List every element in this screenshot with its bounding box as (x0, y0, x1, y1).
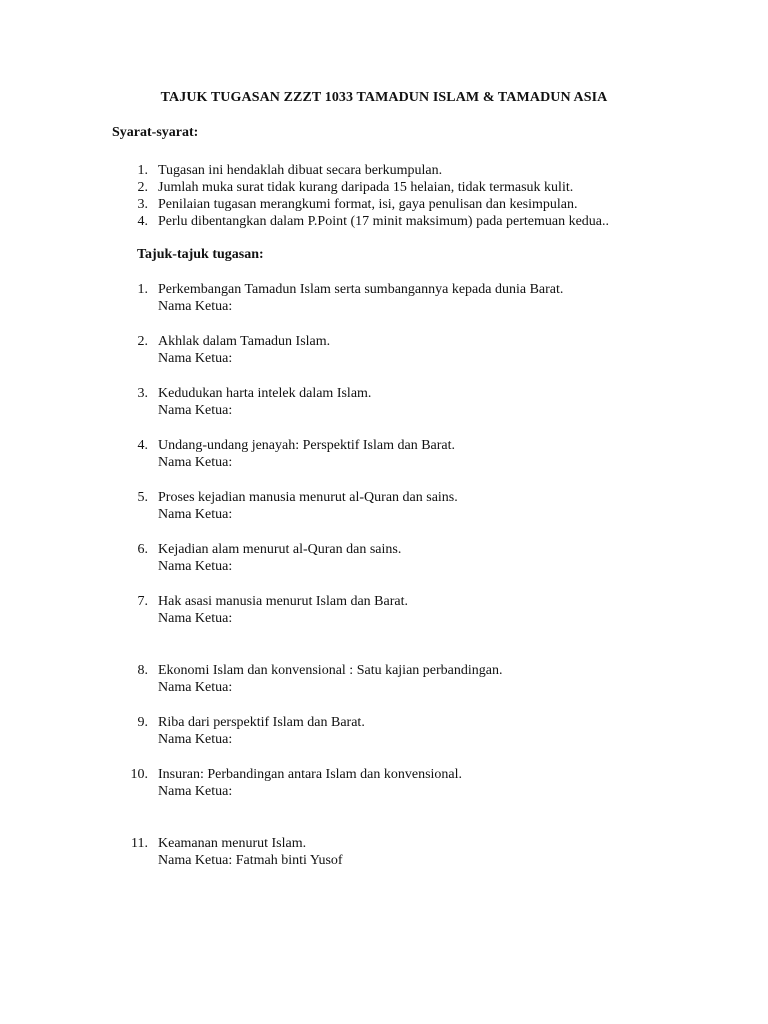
topic-number: 8. (137, 663, 148, 678)
requirement-text: Perlu dibentangkan dalam P.Point (17 minit maksimum) pada pertemuan kedua.. (158, 214, 610, 229)
requirement-item (0, 162, 768, 180)
requirement-item (0, 196, 768, 214)
topic-number: 6. (137, 542, 148, 557)
topic-leader: Nama Ketua: (158, 784, 233, 799)
requirement-text: Jumlah muka surat tidak kurang daripada 15 helaian, tidak termasuk kulit. (158, 180, 574, 195)
requirement-number: 4. (137, 214, 148, 229)
topic-number: 2. (137, 334, 148, 349)
topic-number: 10. (130, 767, 148, 782)
topic-title: Ekonomi Islam dan konvensional : Satu kajian perbandingan. (158, 663, 503, 678)
topic-number: 1. (137, 282, 148, 297)
requirement-number: 3. (137, 197, 148, 212)
topic-item (0, 385, 768, 421)
topic-number: 3. (137, 386, 148, 401)
topic-title: Riba dari perspektif Islam dan Barat. (158, 715, 365, 730)
requirement-item (0, 213, 768, 231)
topic-item (0, 835, 768, 871)
topic-item (0, 437, 768, 473)
topic-leader: Nama Ketua: (158, 732, 233, 747)
topic-item (0, 662, 768, 698)
topic-title: Keamanan menurut Islam. (158, 836, 307, 851)
topic-leader: Nama Ketua: Fatmah binti Yusof (158, 853, 343, 868)
requirement-text: Tugasan ini hendaklah dibuat secara berkumpulan. (158, 163, 443, 178)
topic-item (0, 489, 768, 525)
topic-leader: Nama Ketua: (158, 455, 233, 470)
topic-title: Insuran: Perbandingan antara Islam dan konvensional. (158, 767, 463, 782)
topic-number: 9. (137, 715, 148, 730)
requirement-number: 2. (137, 180, 148, 195)
topic-leader: Nama Ketua: (158, 351, 233, 366)
topic-title: Kedudukan harta intelek dalam Islam. (158, 386, 372, 401)
topic-title: Akhlak dalam Tamadun Islam. (158, 334, 331, 349)
topic-leader: Nama Ketua: (158, 559, 233, 574)
topic-number: 7. (137, 594, 148, 609)
topic-number: 11. (131, 836, 148, 851)
document-title: TAJUK TUGASAN ZZZT 1033 TAMADUN ISLAM & TAMADUN ASIA (160, 90, 608, 105)
topic-title: Hak asasi manusia menurut Islam dan Barat. (158, 594, 408, 609)
topics-heading: Tajuk-tajuk tugasan: (137, 247, 264, 262)
requirements-heading: Syarat-syarat: (112, 125, 199, 140)
topic-item (0, 333, 768, 369)
topic-leader: Nama Ketua: (158, 611, 233, 626)
topic-title: Undang-undang jenayah: Perspektif Islam dan Barat. (158, 438, 456, 453)
topic-item (0, 593, 768, 629)
requirement-number: 1. (137, 163, 148, 178)
topic-title: Kejadian alam menurut al-Quran dan sains. (158, 542, 402, 557)
topic-item (0, 541, 768, 577)
topic-item (0, 766, 768, 802)
topic-leader: Nama Ketua: (158, 403, 233, 418)
requirement-item (0, 179, 768, 197)
topic-leader: Nama Ketua: (158, 507, 233, 522)
requirement-text: Penilaian tugasan merangkumi format, isi, gaya penulisan dan kesimpulan. (158, 197, 578, 212)
topic-item (0, 714, 768, 750)
topic-title: Proses kejadian manusia menurut al-Quran dan sains. (158, 490, 458, 505)
topic-title: Perkembangan Tamadun Islam serta sumbangannya kepada dunia Barat. (158, 282, 564, 297)
topic-number: 4. (137, 438, 148, 453)
topic-leader: Nama Ketua: (158, 680, 233, 695)
topic-item (0, 281, 768, 317)
topic-number: 5. (137, 490, 148, 505)
topic-leader: Nama Ketua: (158, 299, 233, 314)
